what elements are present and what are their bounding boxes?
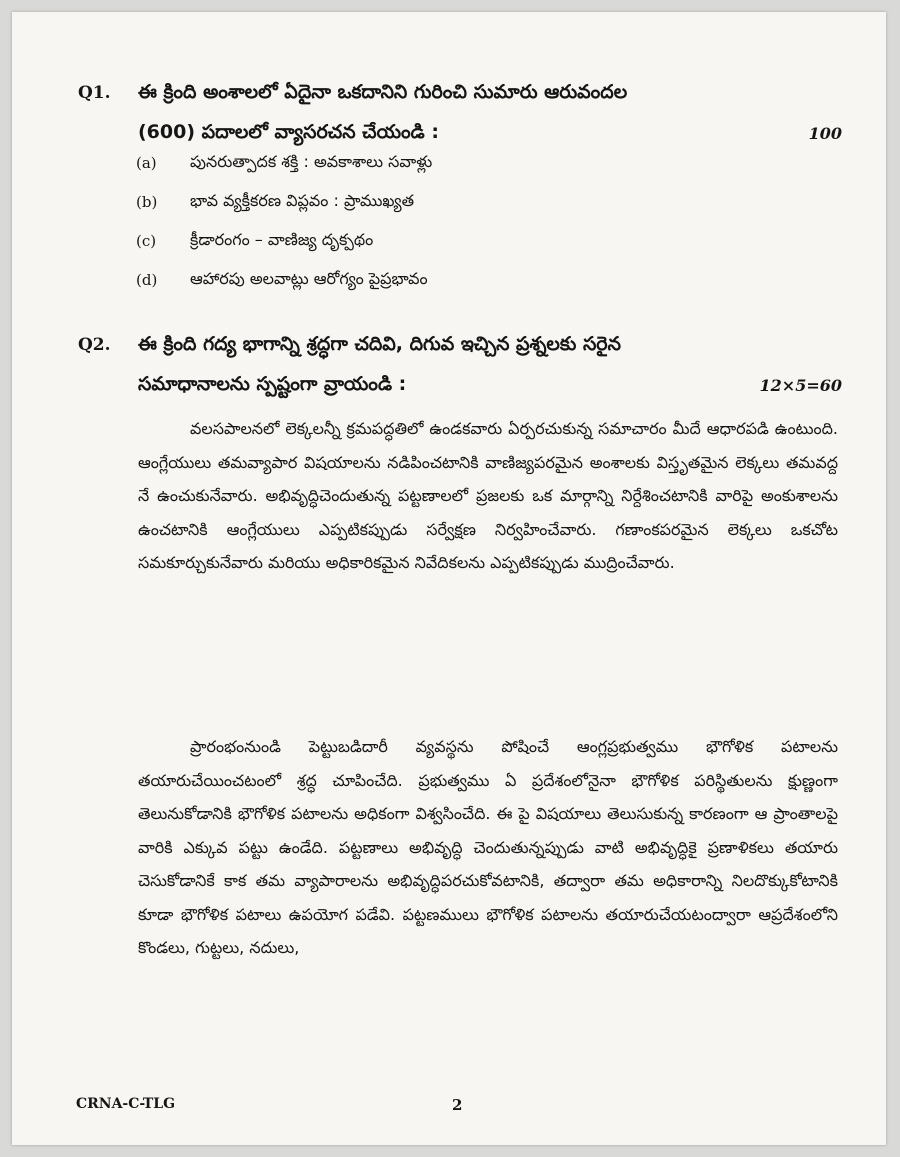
question-number: Q1. bbox=[78, 83, 111, 103]
marks-label: 12×5=60 bbox=[759, 376, 842, 395]
option-b bbox=[12, 187, 886, 225]
question-text bbox=[138, 324, 838, 404]
passage-paragraph-1: వలసపాలనలో లెక్కలన్నీ క్రమపద్ధతిలో ఉండకవారు ఏర్పరచుకున్న సమాచారం మీదే ఆధారపడి ఉంటుంది. ఆంగ్లేయులు తమవ్యాపార విషయాలను నడిపించటానికి వాణిజ్యపరమైన అంశాలకు విస్తృతమైన లెక్కలు తమవద్ద నే ఉంచుకునేవారు. అభివృద్ధిచెందుతున్న పట్టణాలలో ప్రజలకు ఒక మార్గాన్ని నిర్దేశించటానికి వారిపై అంకుశాలను ఉంచటానికి ఆంగ్లేయులు ఎప్పటికప్పుడు సర్వేక్షణ నిర్వహించేవారు. గణాంకపరమైన లెక్కలు ఒకచోట సమకూర్చుకునేవారు మరియు అధికారికమైన నివేదికలను ఎప్పటికప్పుడు ముద్రించేవారు. bbox=[138, 419, 838, 572]
option-label: (a) bbox=[136, 154, 157, 172]
question-number: Q2. bbox=[78, 335, 111, 355]
question-line: (600) పదాలలో వ్యాసరచన చేయండి : bbox=[138, 121, 439, 143]
option-label: (d) bbox=[136, 271, 158, 289]
option-text: పునరుత్పాదక శక్తి : అవకాశాలు సవాళ్లు bbox=[190, 152, 433, 171]
marks-label: 100 bbox=[808, 124, 842, 143]
option-text: క్రీడారంగం – వాణిజ్య దృక్పథం bbox=[190, 230, 374, 249]
option-label: (c) bbox=[136, 232, 157, 250]
option-text: భావ వ్యక్తీకరణ విప్లవం : ప్రాముఖ్యత bbox=[190, 191, 415, 210]
paper-code: CRNA-C-TLG bbox=[76, 1096, 176, 1112]
option-a bbox=[12, 148, 886, 186]
option-c bbox=[12, 226, 886, 264]
option-d bbox=[12, 265, 886, 303]
passage-paragraph-2: ప్రారంభంనుండి పెట్టుబడిదారీ వ్యవస్థను పోషించే ఆంగ్లప్రభుత్వము భౌగోళిక పటాలను తయారుచేయించటంలో శ్రద్ధ చూపించేది. ప్రభుత్వము ఏ ప్రదేశంలోనైనా భౌగోళిక పరిస్థితులను క్షుణ్ణంగా తెలునుకోడానికి భౌగోళిక పటాలను అధికంగా విశ్వసించేది. ఈ పై విషయాలు తెలుసుకున్న కారణంగా ఆ ప్రాంతాలపై వారికి ఎక్కువ పట్టు ఉండేది. పట్టణాలు అభివృద్ధి చెందుతున్నప్పుడు వాటి అభివృద్ధికై ప్రణాళికలు తయారు చెసుకోడానికే కాక తమ వ్యాపారాలను అభివృద్ధిపరచుకోవటానికి, తద్వారా తమ అధికారాన్ని నిలదొక్కుకోటానికి కూడా భౌగోళిక పటాలు ఉపయోగ పడేవి. పట్టణములు భౌగోళిక పటాలను తయారుచేయటంద్వారా ఆప్రదేశంలోని కొండలు, గుట్టలు, నదులు, bbox=[138, 737, 838, 957]
exam-page bbox=[12, 12, 886, 1145]
option-text: ఆహారపు అలవాట్లు ఆరోగ్యం పైప్రభావం bbox=[190, 269, 428, 288]
question-line: ఈ క్రింది అంశాలలో ఏదైనా ఒకదానిని గురించి సుమారు ఆరువందల bbox=[138, 81, 628, 103]
option-label: (b) bbox=[136, 193, 158, 211]
page-number: 2 bbox=[452, 1096, 463, 1114]
question-line: ఈ క్రింది గద్య భాగాన్ని శ్రద్ధగా చదివి, దిగువ ఇచ్చిన ప్రశ్నలకు సరైన bbox=[138, 333, 621, 355]
question-line: సమాధానాలను స్పష్టంగా వ్రాయండి : bbox=[138, 373, 407, 395]
question-text bbox=[138, 72, 838, 152]
